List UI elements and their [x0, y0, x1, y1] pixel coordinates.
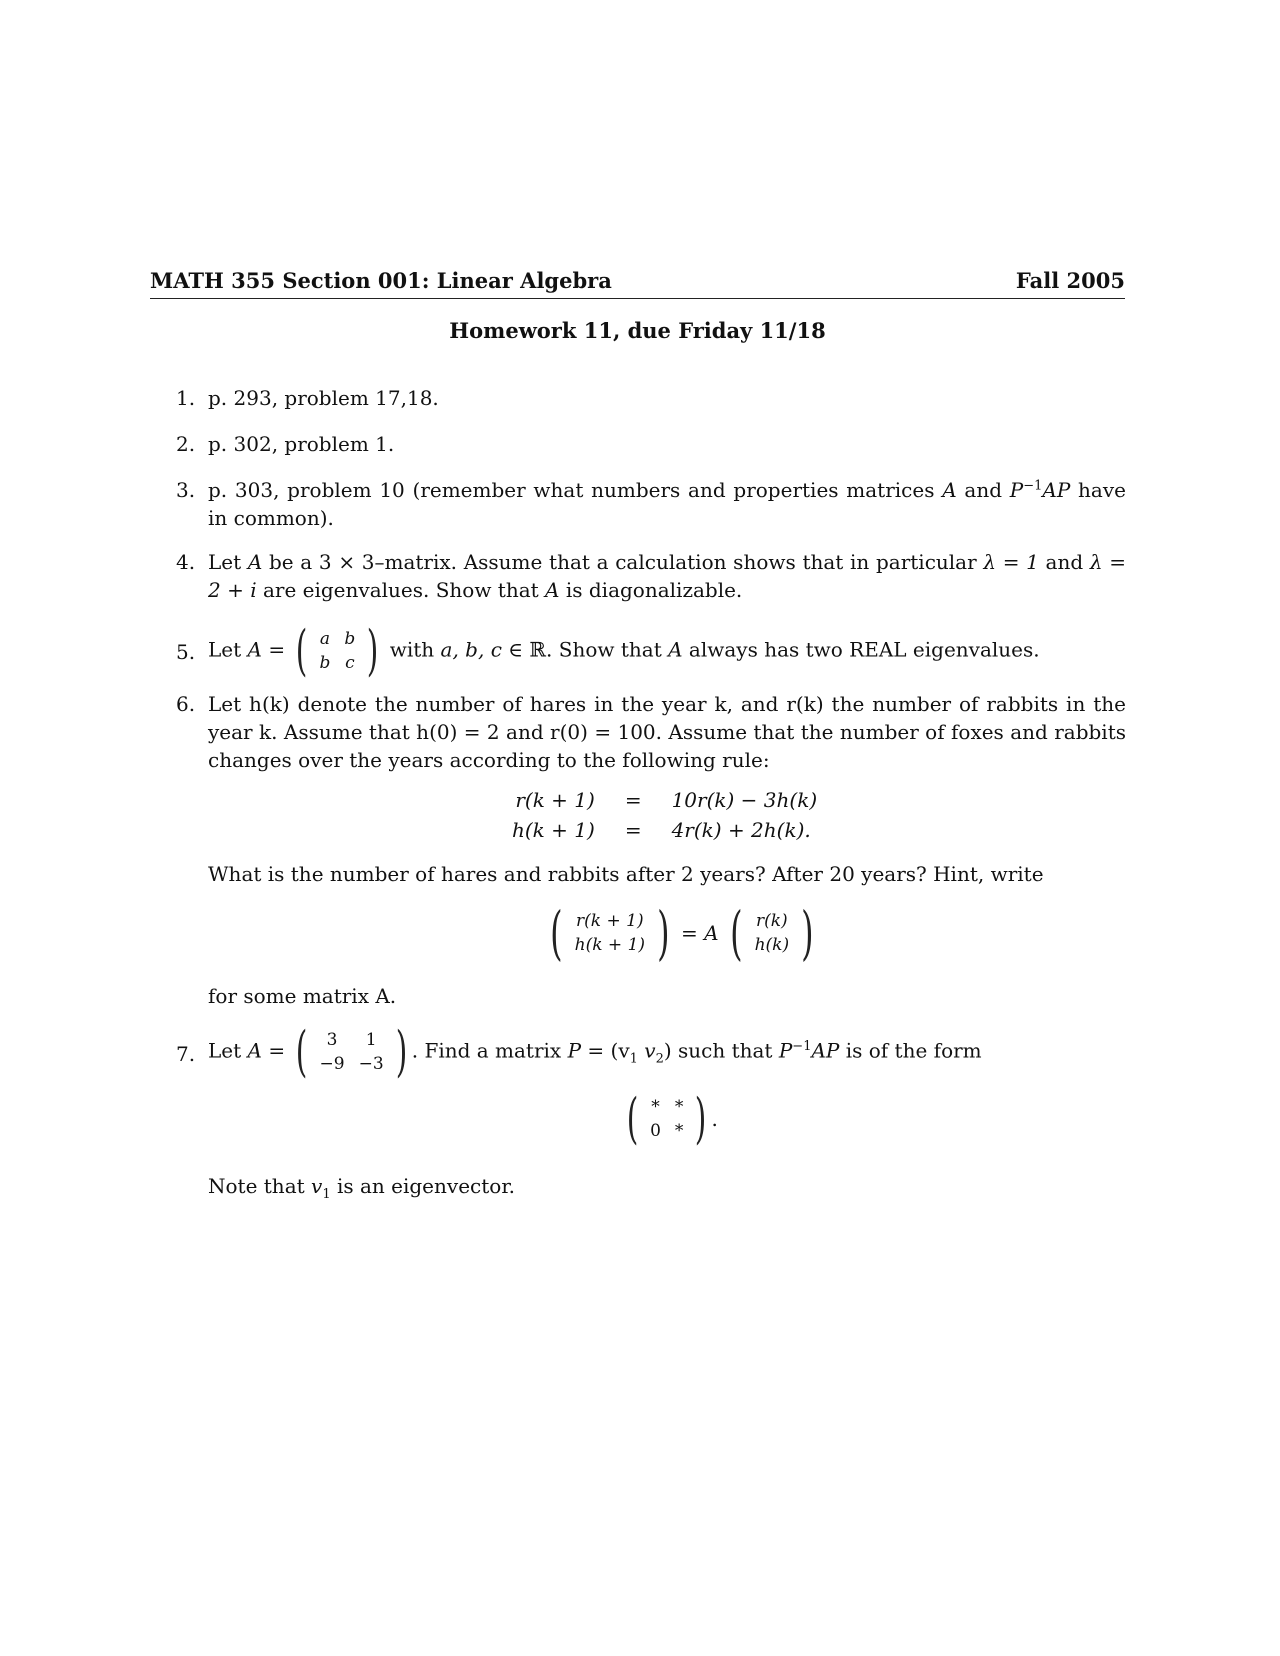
problem-6-hint: What is the number of hares and rabbits after 2 years? After 20 years? Hint, write: [208, 862, 1044, 886]
eq1-rhs: 10r(k) − 3h(k): [671, 788, 818, 812]
problem-text: Let A be a 3 × 3–matrix. Assume that a calculation shows that in particular λ = 1 and λ = 2 + i are eigenvalues. Show that A is diagonalizable.: [208, 550, 1126, 602]
problem-text: Let A = ( 3 1 −9 −3 ) . Find a matrix $P = (v_1$ $v_2$) such that $P^{-1}AP$ is of the form: [208, 1020, 982, 1083]
vector-current: ( r(k) h(k) ): [730, 899, 814, 967]
homework-title: Homework 11, due Friday 11/18: [449, 318, 826, 343]
recurrence-system: r(k + 1) = 10r(k) − 3h(k) h(k + 1) = 4r(k) + 2h(k).: [500, 784, 829, 846]
eq2-rhs: 4r(k) + 2h(k).: [671, 818, 811, 842]
course-title: MATH 355 Section 001: Linear Algebra: [150, 268, 612, 293]
problem-text: p. 302, problem 1.: [208, 432, 395, 456]
matrix-equation: ( r(k + 1) h(k + 1) ) = A ( r(k) h(k) ): [545, 905, 819, 961]
form-matrix: ( * * 0 * ): [626, 1087, 707, 1150]
problem-number: 2.: [176, 432, 196, 456]
eq2-lhs: h(k + 1): [512, 818, 595, 842]
matrix-abc: ( a b b c ): [296, 619, 379, 682]
problem-text: Let h(k) denote the number of hares in the year k, and r(k) the number of rabbits in the year k. Assume that h(0) = 2 and r(0) = 100. Assume that the number of foxes and rabbits changes over the years according to the following rule:: [208, 692, 1126, 772]
eq1-lhs: r(k + 1): [515, 788, 595, 812]
problem-6-tail: for some matrix A.: [208, 984, 397, 1008]
problem-number: 7.: [176, 1042, 196, 1066]
problem-number: 4.: [176, 550, 196, 574]
problem-number: 1.: [176, 386, 196, 410]
problem-7-note: Note that $v_1$ is an eigenvector.: [208, 1174, 516, 1202]
problem-number: 3.: [176, 478, 196, 502]
problem-text: p. 293, problem 17,18.: [208, 386, 439, 410]
course-header: [150, 268, 1125, 299]
problem-text: p. 303, problem 10 (remember what numbers and properties matrices A and $P^{-1}AP$ have in common).: [208, 478, 1126, 530]
term-label: Fall 2005: [1015, 268, 1125, 293]
vector-next: ( r(k + 1) h(k + 1) ): [550, 899, 670, 967]
upper-triangular-form: ( * * 0 * ) .: [622, 1094, 718, 1144]
problem-number: 5.: [176, 640, 196, 664]
matrix-A: ( 3 1 −9 −3 ): [296, 1020, 407, 1083]
problem-text: Let A = ( a b b c ) with a, b, c ∈ ℝ. Show that A always has two REAL eigenvalues.: [208, 619, 1040, 682]
problem-number: 6.: [176, 692, 196, 716]
